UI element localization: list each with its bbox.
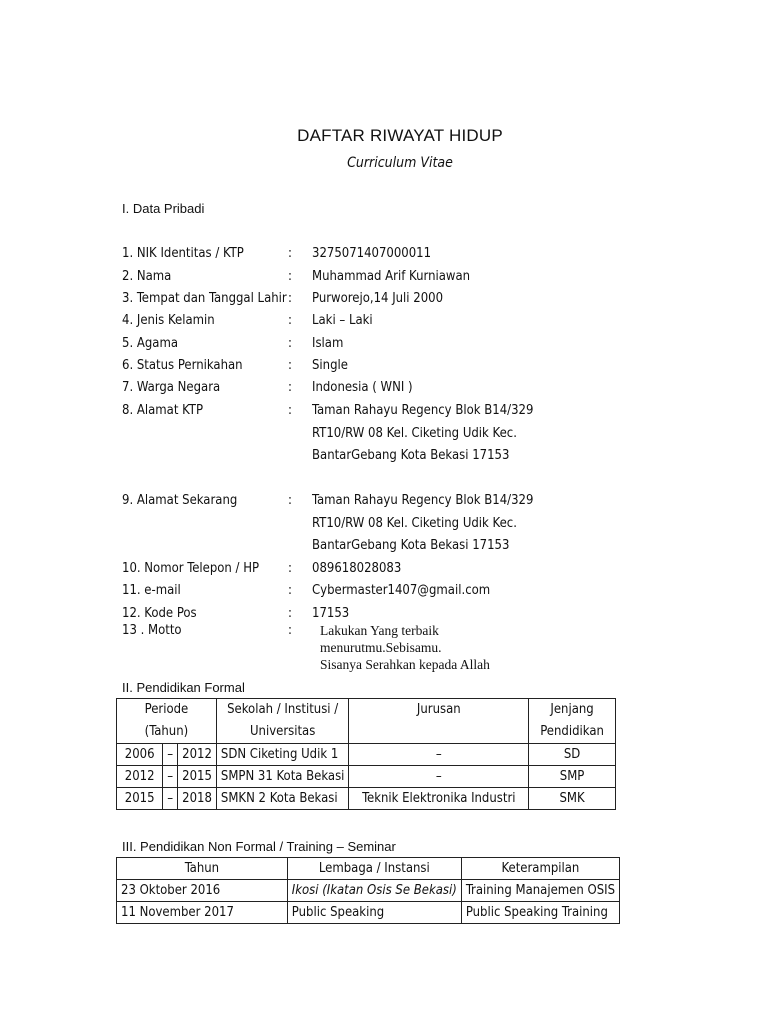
- field-colon: :: [288, 246, 292, 261]
- header-pendidikan-line: Pendidikan: [540, 724, 604, 739]
- motto-line: Lakukan Yang terbaik: [320, 623, 439, 638]
- document-subtitle: Curriculum Vitae: [347, 155, 453, 171]
- year-to-cell: 2018: [178, 788, 217, 810]
- formal-education-table: [116, 698, 616, 810]
- field-label: 9. Alamat Sekarang: [122, 493, 238, 508]
- dash-cell: –: [163, 766, 178, 788]
- training-table: [116, 857, 620, 924]
- field-colon: :: [288, 561, 292, 576]
- level-cell: SMP: [529, 766, 616, 788]
- motto-text: [320, 622, 490, 673]
- header-jurusan: [349, 699, 529, 744]
- field-value: Muhammad Arif Kurniawan: [312, 269, 471, 284]
- field-label: 6. Status Pernikahan: [122, 358, 243, 373]
- field-value: Laki – Laki: [312, 313, 373, 328]
- field-colon: :: [288, 403, 292, 418]
- field-label: 1. NIK Identitas / KTP: [122, 246, 244, 261]
- date-cell: 11 November 2017: [117, 902, 288, 924]
- header-periode: [117, 699, 217, 744]
- year-from-cell: 2006: [117, 744, 163, 766]
- field-label: 2. Nama: [122, 269, 172, 284]
- header-periode-line: Periode: [144, 702, 189, 717]
- field-value: Taman Rahayu Regency Blok B14/329: [312, 493, 534, 508]
- school-cell: SMKN 2 Kota Bekasi: [216, 788, 349, 810]
- motto-line: Sisanya Serahkan kepada Allah: [320, 657, 490, 672]
- year-from-cell: 2012: [117, 766, 163, 788]
- field-value: BantarGebang Kota Bekasi 17153: [312, 538, 510, 553]
- institution-cell: Public Speaking: [287, 902, 461, 924]
- table-header-row: [117, 858, 620, 880]
- field-colon: :: [288, 358, 292, 373]
- field-colon: :: [288, 380, 292, 395]
- dash-cell: –: [163, 744, 178, 766]
- field-label: 4. Jenis Kelamin: [122, 313, 215, 328]
- level-cell: SMK: [529, 788, 616, 810]
- header-lembaga: Lembaga / Instansi: [287, 858, 461, 880]
- header-jenjang-line: Jenjang: [550, 702, 594, 717]
- field-label: 12. Kode Pos: [122, 606, 197, 621]
- motto-line: menurutmu.Sebisamu.: [320, 640, 442, 655]
- year-from-cell: 2015: [117, 788, 163, 810]
- field-colon: :: [288, 291, 292, 306]
- field-colon: :: [288, 623, 292, 638]
- field-value: 17153: [312, 606, 350, 621]
- header-jurusan-line: Jurusan: [416, 702, 461, 717]
- field-colon: :: [288, 336, 292, 351]
- field-value: Indonesia ( WNI ): [312, 380, 413, 395]
- field-label: 10. Nomor Telepon / HP: [122, 561, 260, 576]
- major-cell: –: [349, 744, 529, 766]
- field-value: RT10/RW 08 Kel. Ciketing Udik Kec.: [312, 516, 517, 531]
- section-heading-pendidikan-formal: II. Pendidikan Formal: [122, 680, 245, 695]
- field-colon: :: [288, 313, 292, 328]
- table-header-row: [117, 699, 616, 744]
- school-cell: SMPN 31 Kota Bekasi: [216, 766, 349, 788]
- header-jenjang: [529, 699, 616, 744]
- field-label: 11. e-mail: [122, 583, 181, 598]
- field-value: Islam: [312, 336, 344, 351]
- field-label: 3. Tempat dan Tanggal Lahir: [122, 291, 287, 306]
- header-keterampilan: Keterampilan: [461, 858, 619, 880]
- field-colon: :: [288, 493, 292, 508]
- field-value: Single: [312, 358, 348, 373]
- field-colon: :: [288, 606, 292, 621]
- dash-cell: –: [163, 788, 178, 810]
- field-label: 13 . Motto: [122, 623, 182, 638]
- table-row: [117, 744, 616, 766]
- skill-cell: Training Manajemen OSIS: [461, 880, 619, 902]
- header-tahun: Tahun: [117, 858, 288, 880]
- field-value: Taman Rahayu Regency Blok B14/329: [312, 403, 534, 418]
- document-title: DAFTAR RIWAYAT HIDUP: [297, 126, 503, 145]
- section-heading-non-formal: III. Pendidikan Non Formal / Training – Seminar: [122, 839, 396, 854]
- header-sekolah: [216, 699, 349, 744]
- major-cell: –: [349, 766, 529, 788]
- section-heading-data-pribadi: I. Data Pribadi: [122, 201, 205, 216]
- field-value: Cybermaster1407@gmail.com: [312, 583, 491, 598]
- header-tahun-line: (Tahun): [144, 724, 189, 739]
- table-row: [117, 788, 616, 810]
- field-colon: :: [288, 583, 292, 598]
- field-value: BantarGebang Kota Bekasi 17153: [312, 448, 510, 463]
- school-cell: SDN Ciketing Udik 1: [216, 744, 349, 766]
- table-row: [117, 880, 620, 902]
- field-colon: :: [288, 269, 292, 284]
- institution-cell: Ikosi (Ikatan Osis Se Bekasi): [287, 880, 461, 902]
- field-value: 3275071407000011: [312, 246, 432, 261]
- field-label: 7. Warga Negara: [122, 380, 221, 395]
- table-row: [117, 902, 620, 924]
- skill-cell: Public Speaking Training: [461, 902, 619, 924]
- year-to-cell: 2015: [178, 766, 217, 788]
- field-value: Purworejo,14 Juli 2000: [312, 291, 444, 306]
- field-value: 089618028083: [312, 561, 402, 576]
- date-cell: 23 Oktober 2016: [117, 880, 288, 902]
- header-sekolah-line: Sekolah / Institusi /: [227, 702, 339, 717]
- field-label: 8. Alamat KTP: [122, 403, 203, 418]
- year-to-cell: 2012: [178, 744, 217, 766]
- major-cell: Teknik Elektronika Industri: [349, 788, 529, 810]
- field-value: RT10/RW 08 Kel. Ciketing Udik Kec.: [312, 426, 517, 441]
- header-universitas-line: Universitas: [249, 724, 316, 739]
- level-cell: SD: [529, 744, 616, 766]
- field-label: 5. Agama: [122, 336, 179, 351]
- table-row: [117, 766, 616, 788]
